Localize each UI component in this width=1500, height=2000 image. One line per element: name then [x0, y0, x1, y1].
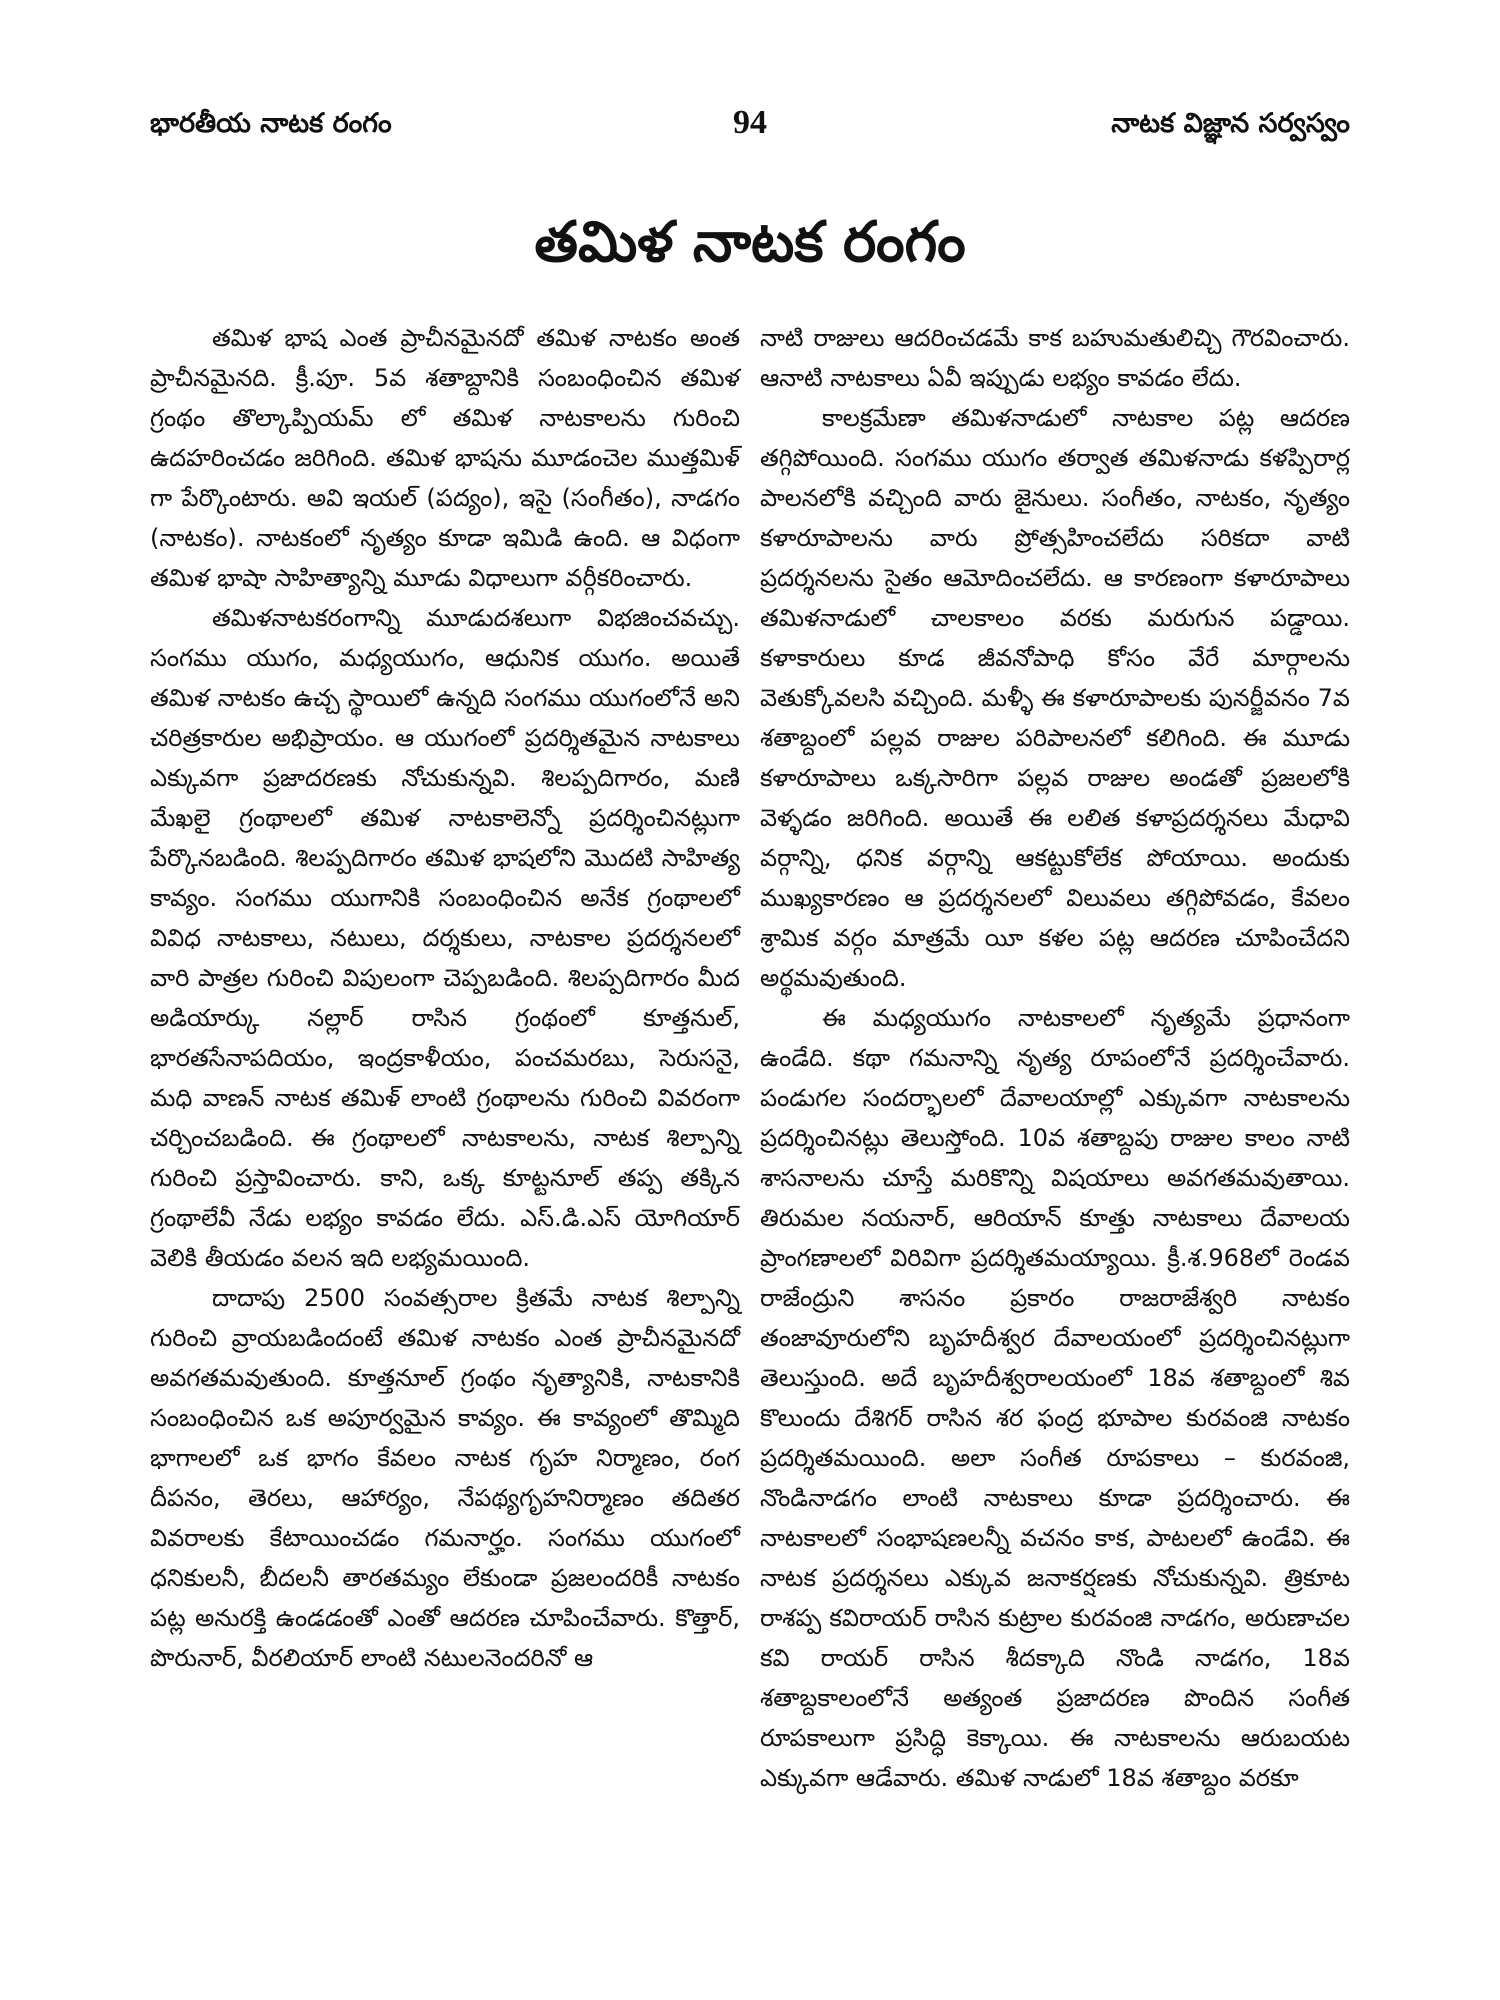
running-header-book-title: భారతీయ నాటక రంగం — [150, 108, 392, 139]
left-column — [150, 318, 740, 1678]
page-number: 94 — [733, 104, 767, 141]
paragraph: కాలక్రమేణా తమిళనాడులో నాటకాల పట్ల ఆదరణ తగ్గిపోయింది. సంగము యుగం తర్వాత తమిళనాడు కళప్పిరార్ల పాలనలోకి వచ్చింది వారు జైనులు. సంగీతం, నాటకం, నృత్యం కళారూపాలను వారు ప్రోత్సహించలేదు సరికదా వాటి ప్రదర్శనలను సైతం ఆమోదించలేదు. ఆ కారణంగా కళారూపాలు తమిళనాడులో చాలకాలం వరకు మరుగున పడ్డాయి. కళాకారులు కూడ జీవనోపాధి కోసం వేరే మార్గాలను వెతుక్కోవలసి వచ్చింది. మళ్ళీ ఈ కళారూపాలకు పునర్జీవనం 7వ శతాబ్దంలో పల్లవ రాజుల పరిపాలనలో కలిగింది. ఈ మూడు కళారూపాలు ఒక్కసారిగా పల్లవ రాజుల అండతో ప్రజలలోకి వెళ్ళడం జరిగింది. అయితే ఈ లలిత కళాప్రదర్శనలు మేధావి వర్గాన్ని, ధనిక వర్గాన్ని ఆకట్టుకోలేక పోయాయి. అందుకు ముఖ్యకారణం ఆ ప్రదర్శనలలో విలువలు తగ్గిపోవడం, కేవలం శ్రామిక వర్గం మాత్రమే యీ కళల పట్ల ఆదరణ చూపించేదని అర్థమవుతుంది. — [760, 404, 1350, 992]
paragraph: తమిళ భాష ఎంత ప్రాచీనమైనదో తమిళ నాటకం అంత ప్రాచీనమైనది. క్రీ.పూ. 5వ శతాబ్దానికి సంబంధించిన తమిళ గ్రంథం తొల్కాప్పియమ్ లో తమిళ నాటకాలను గురించి ఉదహరించడం జరిగింది. తమిళ భాషను మూడంచెల ముత్తమిళ్ గా పేర్కొంటారు. అవి ఇయల్ (పద్యం), ఇసై (సంగీతం), నాడగం (నాటకం). నాటకంలో నృత్యం కూడా ఇమిడి ఉంది. ఆ విధంగా తమిళ భాషా సాహిత్యాన్ని మూడు విధాలుగా వర్గీకరించారు. — [150, 324, 740, 592]
chapter-title: తమిళ నాటక రంగం — [534, 210, 966, 275]
paragraph: నాటి రాజులు ఆదరించడమే కాక బహుమతులిచ్చి గౌరవించారు. ఆనాటి నాటకాలు ఏవీ ఇప్పుడు లభ్యం కావడం లేదు. — [760, 324, 1350, 392]
paragraph: తమిళనాటకరంగాన్ని మూడుదశలుగా విభజించవచ్చు. సంగము యుగం, మధ్యయుగం, ఆధునిక యుగం. అయితే తమిళ నాటకం ఉచ్చ స్థాయిలో ఉన్నది సంగము యుగంలోనే అని చరిత్రకారుల అభిప్రాయం. ఆ యుగంలో ప్రదర్శితమైన నాటకాలు ఎక్కువగా ప్రజాదరణకు నోచుకున్నవి. శిలప్పదిగారం, మణి మేఖలై గ్రంథాలలో తమిళ నాటకాలెన్నో ప్రదర్శించినట్లుగా పేర్కొనబడింది. శిలప్పదిగారం తమిళ భాషలోని మొదటి సాహిత్య కావ్యం. సంగము యుగానికి సంబంధించిన అనేక గ్రంథాలలో వివిధ నాటకాలు, నటులు, దర్శకులు, నాటకాల ప్రదర్శనలలో వారి పాత్రల గురించి విపులంగా చెప్పబడింది. శిలప్పదిగారం మీద అడియార్కు నల్లార్ రాసిన గ్రంథంలో కూత్తనుల్, భారతసేనాపదియం, ఇంద్రకాళీయం, పంచమరబు, సెరుసనై, మధి వాణన్ నాటక తమిళ్ లాంటి గ్రంథాలను గురించి వివరంగా చర్చించబడింది. ఈ గ్రంథాలలో నాటకాలను, నాటక శిల్పాన్ని గురించి ప్రస్తావించారు. కాని, ఒక్క కూట్టనూల్ తప్ప తక్కిన గ్రంథాలేవీ నేడు లభ్యం కావడం లేదు. ఎస్.డి.ఎస్ యోగియార్ వెలికి తీయడం వలన ఇది లభ్యమయింది. — [150, 604, 740, 1272]
running-header-volume-title: నాటక విజ్ఞాన సర్వస్వం — [1111, 108, 1350, 139]
paragraph: దాదాపు 2500 సంవత్సరాల క్రితమే నాటక శిల్పాన్ని గురించి వ్రాయబడిందంటే తమిళ నాటకం ఎంత ప్రాచీనమైనదో అవగతమవుతుంది. కూత్తనూల్ గ్రంథం నృత్యానికి, నాటకానికి సంబంధించిన ఒక అపూర్వమైన కావ్యం. ఈ కావ్యంలో తొమ్మిది భాగాలలో ఒక భాగం కేవలం నాటక గృహ నిర్మాణం, రంగ దీపనం, తెరలు, ఆహార్యం, నేపథ్యగృహనిర్మాణం తదితర వివరాలకు కేటాయించడం గమనార్హం. సంగము యుగంలో ధనికులనీ, బీదలనీ తారతమ్యం లేకుండా ప్రజలందరికీ నాటకం పట్ల అనురక్తి ఉండడంతో ఎంతో ఆదరణ చూపించేవారు. కొత్తార్, పొరునార్, వీరలియార్ లాంటి నటులనెందరినో ఆ — [150, 1284, 740, 1672]
right-column — [760, 318, 1350, 1798]
paragraph: ఈ మధ్యయుగం నాటకాలలో నృత్యమే ప్రధానంగా ఉండేది. కథా గమనాన్ని నృత్య రూపంలోనే ప్రదర్శించేవారు. పండుగల సందర్భాలలో దేవాలయాల్లో ఎక్కువగా నాటకాలను ప్రదర్శించినట్లు తెలుస్తోంది. 10వ శతాబ్దపు రాజుల కాలం నాటి శాసనాలను చూస్తే మరికొన్ని విషయాలు అవగతమవుతాయి. తిరుమల నయనార్, ఆరియాన్ కూత్తు నాటకాలు దేవాలయ ప్రాంగణాలలో విరివిగా ప్రదర్శితమయ్యాయి. క్రీ.శ.968లో రెండవ రాజేంద్రుని శాసనం ప్రకారం రాజరాజేశ్వరి నాటకం తంజావూరులోని బృహదీశ్వర దేవాలయంలో ప్రదర్శించినట్లుగా తెలుస్తుంది. అదే బృహదీశ్వరాలయంలో 18వ శతాబ్దంలో శివ కొలుందు దేశిగర్ రాసిన శర ఫంద్ర భూపాల కురవంజి నాటకం ప్రదర్శితమయింది. అలా సంగీత రూపకాలు – కురవంజి, నొండినాడగం లాంటి నాటకాలు కూడా ప్రదర్శించారు. ఈ నాటకాలలో సంభాషణలన్నీ వచనం కాక, పాటలలో ఉండేవి. ఈ నాటక ప్రదర్శనలు ఎక్కువ జనాకర్షణకు నోచుకున్నవి. త్రికూట రాశప్ప కవిరాయర్ రాసిన కుట్రాల కురవంజి నాడగం, అరుణాచల కవి రాయర్ రాసిన శీదక్కాది నొండి నాడగం, 18వ శతాబ్దకాలంలోనే అత్యంత ప్రజాదరణ పొందిన సంగీత రూపకాలుగా ప్రసిద్ధి కెక్కాయి. ఈ నాటకాలను ఆరుబయట ఎక్కువగా ఆడేవారు. తమిళ నాడులో 18వ శతాబ్దం వరకూ — [760, 1004, 1350, 1792]
